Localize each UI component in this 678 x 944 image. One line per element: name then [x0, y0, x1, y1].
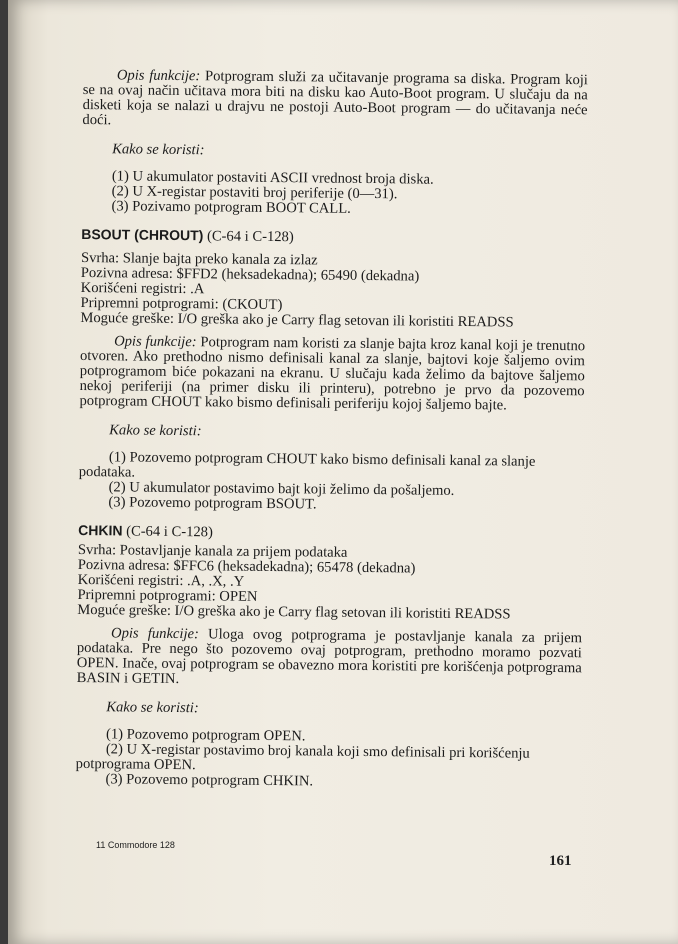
step-item: (2) U X-registar postaviti broj periferije (0—31).: [111, 183, 398, 203]
kako-label: Kako se koristi:: [112, 141, 205, 159]
svrha-line: Svrha: Slanje bajta preko kanala za izlaz: [80, 249, 318, 269]
opis-text: Potprogram služi za učitavanje programa sa diska. Program koji se na ovaj način učitava mora biti na disku kao Auto-Boot program. U slučaju da na disketi koja se nalazi u drajvu ne postoji Auto-Boot program — do učitavanja neće doći.: [82, 68, 588, 129]
opis-label: Opis funkcije:: [110, 625, 199, 643]
bsout-title: BSOUT (CHROUT): [81, 225, 204, 244]
opis-text: Uloga ovog potprograma je postavljanje kanala za prijem podataka. Pre nego što pozovemo ovaj potprogram, prethodno moramo pozvati OPEN. Inače, ovaj potprogram se obavezno mora koristiti pre korišćenja potprograma BASIN i GETIN.: [76, 626, 583, 688]
chkin-title-suffix: (C-64 i C-128): [122, 523, 213, 541]
step-item: (3) Pozovemo potprogram BSOUT.: [108, 494, 317, 513]
adresa-line: Pozivna adresa: $FFD2 (heksadekadna); 65490 (dekadna): [80, 264, 420, 285]
bsout-description: [79, 334, 585, 414]
step-text: (2) U X-registar postavimo broj kanala koji smo definisali pri korišćenju potprograma OPEN.: [75, 741, 530, 774]
opis-label: Opis funkcije:: [116, 67, 201, 85]
chkin-title: CHKIN: [78, 521, 123, 539]
page-number: 161: [549, 853, 572, 869]
step-item: (1) U akumulator postaviti ASCII vrednost broja diska.: [111, 168, 434, 188]
adresa-line: Pozivna adresa: $FFC6 (heksadekadna); 65478 (dekadna): [77, 556, 416, 577]
opis-label: Opis funkcije:: [114, 333, 197, 351]
step-item: (2) U akumulator postavimo bajt koji želimo da pošaljemo.: [108, 479, 455, 499]
step-item: (1) Pozovemo potprogram OPEN.: [105, 726, 306, 745]
chkin-description: [77, 626, 583, 691]
registri-line: Korišćeni registri: .A: [80, 279, 205, 298]
book-footer: 11 Commodore 128: [96, 840, 175, 850]
bsout-title-suffix: (C-64 i C-128): [203, 228, 294, 246]
book-page: [8, 0, 678, 944]
chkin-specs: [77, 543, 583, 623]
greske-line: Moguće greške: I/O greška ako je Carry flag setovan ili koristiti READSS: [77, 601, 511, 623]
registri-line: Korišćeni registri: .A, .X, .Y: [77, 571, 245, 590]
kako-label: Kako se koristi:: [109, 422, 202, 440]
step-item: (3) Pozovemo potprogram CHKIN.: [105, 771, 314, 790]
greske-line: Moguće greške: I/O greška ako je Carry flag setovan ili koristiti READSS: [80, 309, 514, 331]
bsout-specs: [80, 251, 586, 331]
pripremni-line: Pripremni potprogrami: (CKOUT): [80, 294, 283, 314]
kako-label: Kako se koristi:: [106, 699, 199, 717]
section-heading-chkin: [78, 523, 583, 544]
svrha-line: Svrha: Postavljanje kanala za prijem podataka: [77, 541, 348, 561]
opis-text: Potprogram nam koristi za slanje bajta kroz kanal koji je trenutno otvoren. Ako prethodno nismo definisali kanal za slanje, bajtovi koje šaljemo ovim potprogramom biće pokazani na ekranu. U slučaju kada želimo da bajtove šaljemo nekoj periferiji (na primer disku ili printeru), potrebno je prvo da pozovemo potprogram CHOUT kako bismo definisali periferiju kojoj šaljemo bajte.: [79, 334, 586, 414]
step-item: (3) Pozivamo potprogram BOOT CALL.: [111, 198, 351, 217]
intro-description: [82, 68, 588, 133]
step-text: (1) Pozovemo potprogram CHOUT kako bismo definisali kanal za slanje podataka.: [78, 449, 536, 481]
section-heading-bsout: [81, 227, 586, 248]
pripremni-line: Pripremni potprogrami: OPEN: [77, 586, 258, 605]
page-text: [75, 68, 588, 792]
